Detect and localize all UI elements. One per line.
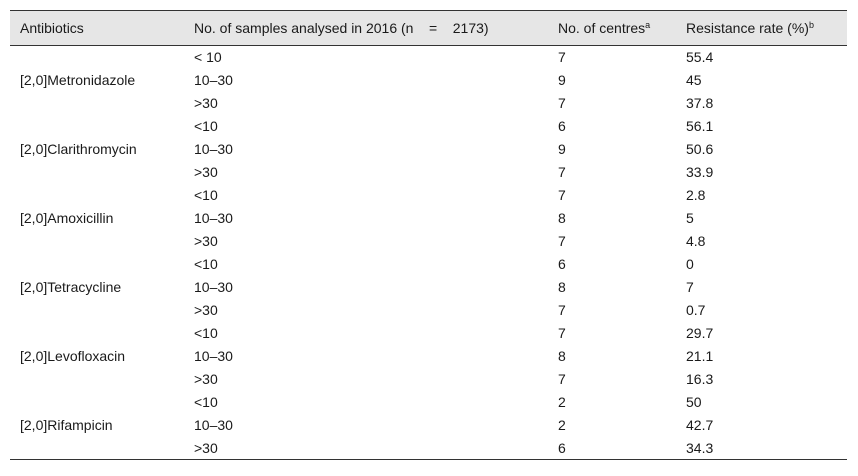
rate-cell: 37.8 (686, 95, 714, 111)
samples-cell: >30 (194, 164, 218, 180)
table-row (10, 253, 847, 276)
samples-cell: < 10 (194, 49, 222, 66)
centres-cell: 7 (558, 95, 566, 111)
rate-cell: 45 (686, 72, 702, 88)
samples-cell: 10–30 (194, 417, 233, 433)
centres-cell: 8 (558, 348, 566, 364)
samples-cell: >30 (194, 233, 218, 249)
samples-cell: 10–30 (194, 141, 233, 157)
rate-cell: 0.7 (686, 302, 706, 318)
resistance-table-container (10, 10, 847, 460)
centres-cell: 8 (558, 279, 566, 295)
centres-cell: 7 (558, 187, 566, 203)
centres-cell: 7 (558, 302, 566, 318)
samples-cell: <10 (194, 256, 218, 272)
centres-cell: 6 (558, 256, 566, 272)
samples-cell: <10 (194, 325, 218, 341)
rate-cell: 50 (686, 394, 702, 410)
centres-cell: 8 (558, 210, 566, 226)
antibiotic-name: [2,0]Levofloxacin (20, 348, 126, 364)
table-header (10, 11, 847, 46)
samples-cell: >30 (194, 302, 218, 318)
centres-cell: 9 (558, 72, 566, 88)
samples-cell: >30 (194, 95, 218, 111)
centres-cell: 2 (558, 417, 566, 433)
antibiotic-name: [2,0]Clarithromycin (20, 141, 137, 157)
resistance-table (10, 10, 847, 460)
table-row (10, 184, 847, 207)
rate-cell: 21.1 (686, 348, 714, 364)
header-resistance-footnote: b (808, 20, 814, 30)
rate-cell: 29.7 (686, 325, 714, 341)
samples-cell: 10–30 (194, 72, 233, 88)
centres-cell: 2 (558, 394, 566, 410)
rate-cell: 16.3 (686, 371, 714, 387)
centres-cell: 6 (558, 439, 566, 456)
rate-cell: 34.3 (686, 439, 714, 456)
header-centres-label: No. of centres (558, 20, 646, 36)
header-centres (548, 11, 676, 46)
header-centres-footnote: a (645, 20, 651, 30)
centres-cell: 7 (558, 49, 566, 66)
centres-cell: 7 (558, 325, 566, 341)
samples-cell: >30 (194, 439, 218, 456)
rate-cell: 56.1 (686, 118, 714, 134)
rate-cell: 2.8 (686, 187, 706, 203)
rate-cell: 5 (686, 210, 694, 226)
rate-cell: 50.6 (686, 141, 714, 157)
samples-cell: <10 (194, 394, 218, 410)
samples-cell: 10–30 (194, 210, 233, 226)
samples-cell: <10 (194, 187, 218, 203)
antibiotic-name: [2,0]Amoxicillin (20, 210, 114, 226)
samples-cell: 10–30 (194, 279, 233, 295)
samples-cell: >30 (194, 371, 218, 387)
centres-cell: 6 (558, 118, 566, 134)
table-row (10, 322, 847, 345)
rate-cell: 7 (686, 279, 694, 295)
header-resistance-label: Resistance rate (%) (686, 20, 809, 36)
rate-cell: 42.7 (686, 417, 714, 433)
rate-cell: 55.4 (686, 49, 714, 66)
centres-cell: 7 (558, 371, 566, 387)
antibiotic-name: [2,0]Tetracycline (20, 279, 122, 295)
table-row (10, 46, 847, 69)
centres-cell: 9 (558, 141, 566, 157)
header-row (10, 11, 847, 46)
antibiotic-name: [2,0]Rifampicin (20, 416, 113, 433)
table-row (10, 115, 847, 138)
header-samples: No. of samples analysed in 2016 (n = 2173) (194, 20, 489, 36)
rate-cell: 4.8 (686, 233, 706, 249)
table-row (10, 391, 847, 414)
rate-cell: 0 (686, 256, 694, 272)
header-antibiotics: Antibiotics (20, 20, 84, 36)
header-resistance (676, 11, 847, 46)
centres-cell: 7 (558, 164, 566, 180)
centres-cell: 7 (558, 233, 566, 249)
samples-cell: <10 (194, 118, 218, 134)
samples-cell: 10–30 (194, 348, 233, 364)
table-body (10, 46, 847, 460)
antibiotic-name: [2,0]Metronidazole (20, 72, 136, 89)
rate-cell: 33.9 (686, 164, 714, 180)
